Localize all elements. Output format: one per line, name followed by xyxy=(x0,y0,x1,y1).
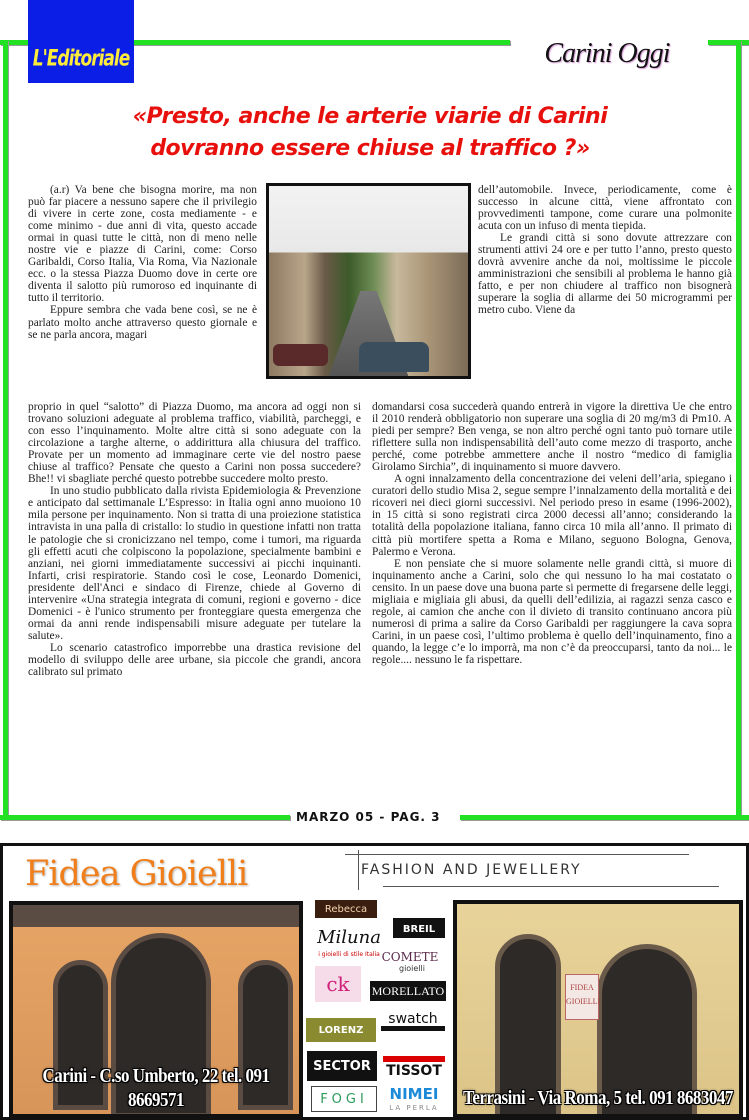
logo-swatch: swatch xyxy=(381,1011,445,1031)
frame-top-right xyxy=(708,40,749,45)
shop-photo-carini xyxy=(9,901,303,1118)
logo-miluna-sub: i gioielli di stile Italia xyxy=(318,950,380,958)
divider xyxy=(358,850,359,890)
shop2-caption: Terrasini - Via Roma, 5 tel. 091 8683047 xyxy=(463,1086,733,1109)
section-logo xyxy=(28,0,134,83)
paragraph: A ogni innalzamento della concentrazione dei veleni dell’aria, spiegano i curatori dello studio Misa 2, segue sempre l’innalzamento della mortalità e dei ricoveri nei dieci giorni successivi. Nel periodo preso in esame (1996-2002), in 15 città si sono registrati circa 2000 decessi all’anno; considerando la totalità della popolazione italiana, fanno circa 10 mila all’anno. Il primato di città più mortifere spetta a Roma e Milano, seguono Bologna, Genova, Palermo e Verona. xyxy=(372,473,732,558)
title-line-1: «Presto, anche le arterie viarie di Carini xyxy=(132,104,608,129)
paragraph: domandarsi cosa succederà quando entrerà in vigore la direttiva Ue che entro il 2010 renderà obbligatorio non superare una soglia di 20 mg/m3 di Pm10. A piedi per sempre? Ben venga, se non altro perché ogni tanto può tornare utile riflettere sulla non indispensabilità dell’auto come mezzo di trasporto, anche perché, come potrebbe ammettere anche il nostro “medico di famiglia Girolamo Sirchia”, di inquinamento si muore davvero. xyxy=(372,401,732,474)
paragraph: Le grandi città si sono dovute attrezzare con strumenti attivi 24 ore e per tutto l’anno, presto questo dovrà avvenire anche da noi, moltissime le piccole amministrazioni che sensibili al problema le hanno già fatto, e per non chiudere al traffico non bisognerà superare la soglia di allarme dei 50 microgrammi per metro cubo. Viene da xyxy=(478,232,732,317)
ad-brand: Fidea Gioielli xyxy=(25,854,248,894)
logo-morellato: MORELLATO xyxy=(370,981,446,1001)
divider xyxy=(345,854,689,855)
advertisement xyxy=(0,843,749,1120)
shop-photo-terrasini xyxy=(453,900,743,1118)
masthead: Carini Oggi xyxy=(544,38,670,69)
logo-lorenz: LORENZ xyxy=(306,1018,376,1042)
paragraph: Eppure sembra che vada bene così, se ne è parlato molto anche attraverso questo giornale e se ne parla ancora, magari xyxy=(28,304,257,341)
logo-la-perla: LA PERLA xyxy=(389,1104,439,1112)
logo-comete: COMETE xyxy=(381,950,439,964)
frame-left xyxy=(3,40,8,820)
paragraph: E non pensiate che si muore solamente nelle grandi città, si muore di inquinamento anche a Carini, solo che qui nessuno lo ha mai costatato o censito. In un paese dove una buona parte si permette di fregarsene delle leggi, migliaia e migliaia gli abusi, da quelli dell’edilizia, ai ragazzi senza casco e regole, ai camion che anche con il divieto di transito continuano ancora più numerosi di prima a salire da Corso Garibaldi per raggiungere la cava sopra Carini, in un paese così, l’ultimo problema è quello dell’inquinamento, fino a quando, la legge c’e lo imporrà, ma non c’è da preoccuparsi, tanto da noi... le regole.... nessuno le fa rispettare. xyxy=(372,557,732,666)
logo-sector: SECTOR xyxy=(307,1051,377,1081)
paragraph: In uno studio pubblicato dalla rivista Epidemiologia & Prevenzione e anticipato dal settimanale L’Espresso: in Italia ogni anno muoiono 10 mila persone per inquinamento. Non si tratta di una proiezione statistica intravista in una palla di cristallo: lo studio in questione infatti non tratta le patologie che si cronicizzano nel tempo, come i tumori, ma riguarda gli effetti acuti che colpiscono la popolazione, specialmente bambini e anziani, nei giorni immediatamente successivi ai picchi inquinanti. Infarti, crisi respiratorie. Stando così le cose, Leonardo Domenici, presidente dell'Anci e sindaco di Firenze, chiede al Governo di intervenire «Una strategia integrata di comuni, regioni e governo - dice Domenici - è l'unico strumento per fronteggiare questa emergenza che ormai da anni rende indispensabili misure adeguate per tutelare la salute». xyxy=(28,485,361,642)
logo-fogi: FOGI xyxy=(311,1086,377,1112)
ad-tagline: FASHION AND JEWELLERY xyxy=(361,862,582,878)
logo-miluna: Miluna xyxy=(317,926,381,948)
logo-tissot: TISSOT xyxy=(383,1056,445,1080)
paragraph: dell’automobile. Invece, periodicamente, come è successo in alcune città, viene affrontato con provvedimenti tampone, come curare una polmonite acuta con un infuso di menta tiepida. xyxy=(478,184,732,233)
column-right-bottom xyxy=(372,401,732,666)
logo-comete-sub: gioielli xyxy=(398,963,425,973)
frame-bottom-left xyxy=(0,815,290,820)
divider xyxy=(383,886,719,887)
title-line-2: dovranno essere chiuse al traffico ?» xyxy=(150,136,590,161)
logo-nimei: NIMEI xyxy=(389,1085,439,1103)
column-left-top xyxy=(28,184,257,341)
frame-right xyxy=(736,40,741,820)
paragraph: (a.r) Va bene che bisogna morire, ma non può far piacere a nessuno sapere che il privilegio di vivere in certe zone, costa mediamente - e come minimo - due anni di vita, questo accade ormai in quasi tutte le città, non di meno nelle nostre vie e piazze di Carini, come: Corso Garibaldi, Corso Italia, Via Roma, Via Nazionale ecc. o la stessa Piazza Duomo dove in certe ore diventa il salotto più rumoroso ed inquinante di tutto il territorio. xyxy=(28,184,257,305)
shop-sign: FIDEA GIOIELLI xyxy=(565,974,599,1020)
column-left-bottom xyxy=(28,401,361,678)
logo-calvin-klein: ck xyxy=(315,966,361,1002)
section-label: L'Editoriale xyxy=(32,46,130,72)
logo-breil: BREIL xyxy=(393,918,445,938)
shop1-caption: Carini - C.so Umberto, 22 tel. 091 8669571 xyxy=(42,1064,270,1111)
issue-page-label: MARZO 05 - PAG. 3 xyxy=(296,810,441,824)
column-right-top xyxy=(478,184,732,317)
paragraph: Lo scenario catastrofico imporrebbe una drastica revisione del modello di sviluppo delle aree urbane, sia piccole che grandi, ancora calibrato sul primato xyxy=(28,641,361,679)
logo-rebecca: Rebecca xyxy=(315,900,377,918)
article-title xyxy=(40,101,700,165)
street-photo xyxy=(266,183,471,379)
frame-bottom-right xyxy=(460,815,749,820)
paragraph: proprio in quel “salotto” di Piazza Duomo, ma ancora ad oggi non si trovano soluzioni adeguate al problema traffico, viabilità, parcheggi, e con esso l’inquinamento. Molte altre città si sono adeguate con la circolazione a targhe alterne, o addirittura alla chiusura del traffico. Provate per un momento ad immaginare certe vie del nostro paese chiuse al traffico? Pensate che questo a Carini non possa succedere? Bhe!! vi sbagliate perché questo potrebbe succedere molto presto. xyxy=(28,401,361,486)
